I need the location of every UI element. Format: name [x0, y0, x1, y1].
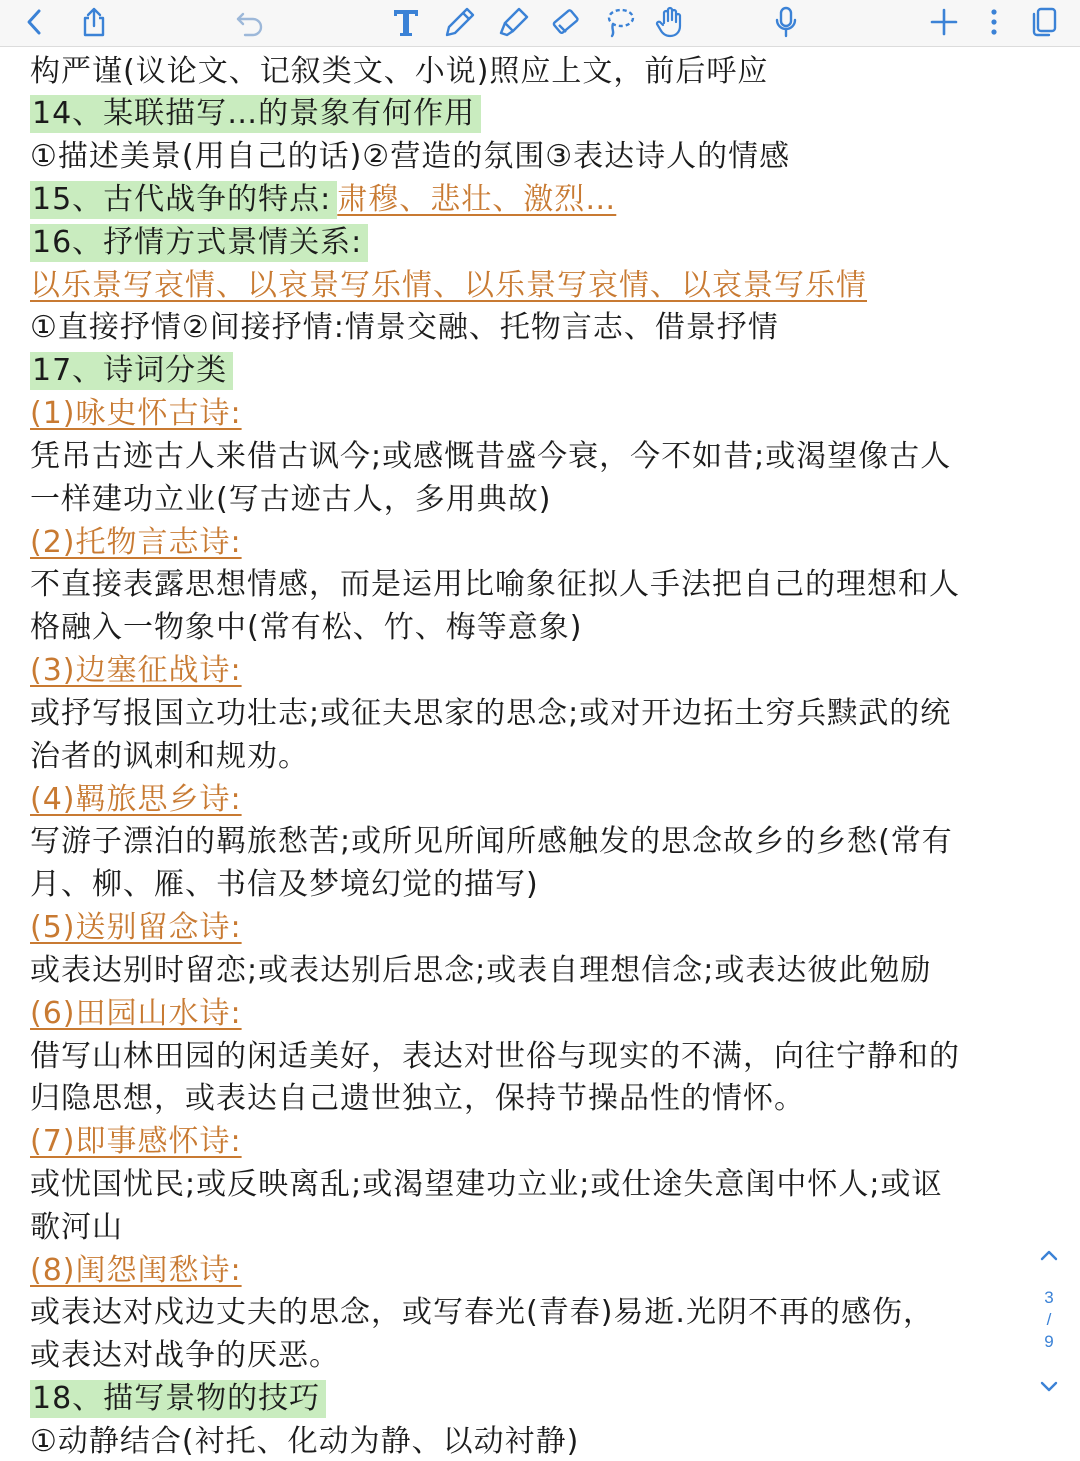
back-icon[interactable] — [14, 2, 54, 42]
current-page-number: 3 — [1044, 1288, 1054, 1307]
heading-15 — [30, 181, 616, 219]
text-line: 格融入一物象中(常有松、竹、梅等意象) — [30, 610, 583, 645]
microphone-icon[interactable] — [766, 2, 806, 42]
undo-icon[interactable] — [230, 2, 270, 42]
total-pages: 9 — [1044, 1332, 1054, 1351]
text-line: 或表达对戍边丈夫的思念，或写春光(青春)易逝.光阴不再的感伤， — [30, 1295, 934, 1330]
text-line: 归隐思想，或表达自己遗世独立，保持节操品性的情怀。 — [30, 1081, 805, 1116]
toolbar — [0, 0, 1080, 47]
heading-17 — [30, 352, 233, 390]
next-page-icon[interactable] — [1032, 1374, 1066, 1400]
page-separator: / — [1046, 1310, 1052, 1329]
eraser-icon[interactable] — [546, 2, 586, 42]
text-line: ①描述美景(用自己的话)②营造的氛围③表达诗人的情感 — [30, 139, 791, 174]
text-line: 或表达别时留恋;或表达别后思念;或表自理想信念;或表达彼此勉励 — [30, 953, 932, 988]
lasso-icon[interactable] — [600, 2, 640, 42]
category-title: (1)咏史怀古诗: — [30, 396, 242, 431]
category-title: (7)即事感怀诗: — [30, 1124, 242, 1159]
pen-icon[interactable] — [440, 2, 480, 42]
category-title: (2)托物言志诗: — [30, 525, 242, 560]
previous-page-icon[interactable] — [1032, 1242, 1066, 1268]
hand-tool-icon[interactable] — [650, 2, 690, 42]
text-line: 构严谨(议论文、记叙类文、小说)照应上文，前后呼应 — [30, 54, 769, 89]
more-icon[interactable] — [974, 2, 1014, 42]
text-line: 一样建功立业(写古迹古人，多用典故) — [30, 482, 552, 517]
text-line: ①直接抒情②间接抒情:情景交融、托物言志、借景抒情 — [30, 310, 779, 345]
highlighter-icon[interactable] — [494, 2, 534, 42]
add-icon[interactable] — [924, 2, 964, 42]
heading-15-answer: 肃穆、悲壮、激烈… — [337, 182, 617, 217]
text-line: 不直接表露思想情感，而是运用比喻象征拟人手法把自己的理想和人 — [30, 567, 960, 602]
note-page[interactable] — [0, 47, 1080, 1459]
text-line: 歌河山 — [30, 1210, 123, 1245]
heading-16 — [30, 224, 368, 262]
orange-text-line: 以乐景写哀情、以哀景写乐情、以乐景写哀情、以哀景写乐情 — [30, 268, 867, 303]
text-line: ①动静结合(衬托、化动为静、以动衬静) — [30, 1424, 580, 1459]
category-title: (8)闺怨闺愁诗: — [30, 1253, 242, 1288]
heading-18 — [30, 1380, 326, 1418]
text-line: 写游子漂泊的羁旅愁苦;或所见所闻所感触发的思念故乡的乡愁(常有 — [30, 824, 953, 859]
text-line: 月、柳、雁、书信及梦境幻觉的描写) — [30, 867, 539, 902]
text-line: 治者的讽刺和规劝。 — [30, 739, 309, 774]
heading-16-text: 16、抒情方式景情关系: — [30, 224, 368, 262]
heading-15-text: 15、古代战争的特点: — [30, 181, 337, 219]
category-title: (6)田园山水诗: — [30, 996, 242, 1031]
category-title: (3)边塞征战诗: — [30, 653, 242, 688]
heading-17-text: 17、诗词分类 — [30, 352, 233, 390]
share-icon[interactable] — [74, 2, 114, 42]
category-title: (5)送别留念诗: — [30, 910, 242, 945]
text-line: 或表达对战争的厌恶。 — [30, 1338, 340, 1373]
text-line: 或忧国忧民;或反映离乱;或渴望建功立业;或仕途失意闺中怀人;或讴 — [30, 1167, 943, 1202]
text-line: 凭吊古迹古人来借古讽今;或感慨昔盛今衰，今不如昔;或渴望像古人 — [30, 439, 952, 474]
heading-18-text: 18、描写景物的技巧 — [30, 1380, 326, 1418]
text-line: 借写山林田园的闲适美好，表达对世俗与现实的不满，向往宁静和的 — [30, 1039, 960, 1074]
heading-14 — [30, 95, 481, 133]
heading-14-text: 14、某联描写…的景象有何作用 — [30, 95, 481, 133]
text-line: 或抒写报国立功壮志;或征夫思家的思念;或对开边拓土穷兵黩武的统 — [30, 696, 952, 731]
category-title: (4)羁旅思乡诗: — [30, 782, 242, 817]
text-tool-icon[interactable] — [386, 2, 426, 42]
pages-icon[interactable] — [1024, 2, 1064, 42]
